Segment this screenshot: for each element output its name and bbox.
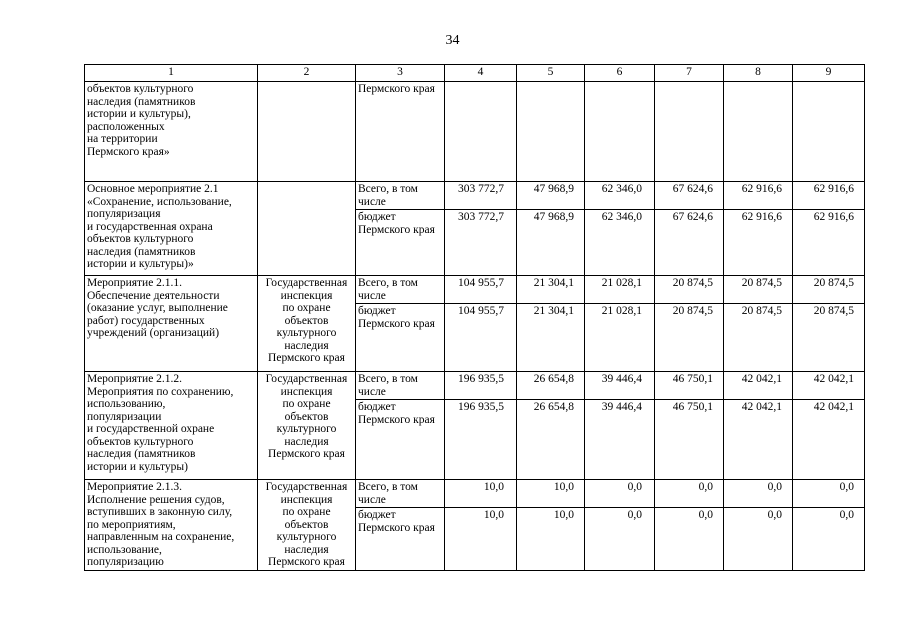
value-cell-col9: 42 042,1	[793, 372, 865, 400]
value-cell-col5: 21 304,1	[517, 304, 585, 372]
value-cell-col5: 21 304,1	[517, 276, 585, 304]
value-cell-col9: 20 874,5	[793, 304, 865, 372]
value-cell-col8: 0,0	[724, 508, 793, 570]
funding-source-cell: бюджет Пермского края	[356, 210, 445, 276]
value-cell-col4: 303 772,7	[445, 182, 517, 210]
value-cell-col5: 47 968,9	[517, 210, 585, 276]
table-row	[85, 480, 865, 508]
funding-source-cell: Всего, в том числе	[356, 480, 445, 508]
value-cell-col8: 42 042,1	[724, 372, 793, 400]
column-header-8: 8	[724, 65, 793, 82]
value-cell-col8: 20 874,5	[724, 276, 793, 304]
value-cell-col5	[517, 82, 585, 182]
activity-name-cell: объектов культурного наследия (памятников истории и культуры), расположенных на территории Пермского края»	[85, 82, 258, 182]
table-row	[85, 82, 865, 182]
value-cell-col4: 10,0	[445, 508, 517, 570]
value-cell-col5: 26 654,8	[517, 372, 585, 400]
value-cell-col4: 104 955,7	[445, 304, 517, 372]
table-row	[85, 182, 865, 210]
funding-source-cell: бюджет Пермского края	[356, 400, 445, 480]
value-cell-col6: 62 346,0	[585, 182, 655, 210]
value-cell-col4: 303 772,7	[445, 210, 517, 276]
value-cell-col6: 21 028,1	[585, 276, 655, 304]
value-cell-col7: 20 874,5	[655, 304, 724, 372]
value-cell-col6: 39 446,4	[585, 400, 655, 480]
value-cell-col4: 10,0	[445, 480, 517, 508]
funding-source-cell: Пермского края	[356, 82, 445, 182]
value-cell-col5: 47 968,9	[517, 182, 585, 210]
table-row	[85, 276, 865, 304]
table-body	[85, 65, 865, 571]
value-cell-col7: 67 624,6	[655, 182, 724, 210]
responsible-cell: Государственная инспекция по охране объектов культурного наследия Пермского края	[258, 480, 356, 571]
value-cell-col7	[655, 82, 724, 182]
column-header-1: 1	[85, 65, 258, 82]
value-cell-col9: 62 916,6	[793, 182, 865, 210]
value-cell-col9: 62 916,6	[793, 210, 865, 276]
value-cell-col9: 20 874,5	[793, 276, 865, 304]
funding-source-cell: бюджет Пермского края	[356, 304, 445, 372]
value-cell-col6: 0,0	[585, 508, 655, 570]
value-cell-col8: 0,0	[724, 480, 793, 508]
value-cell-col4: 104 955,7	[445, 276, 517, 304]
value-cell-col6: 21 028,1	[585, 304, 655, 372]
activity-name-cell: Мероприятие 2.1.2. Мероприятия по сохранению, использованию, популяризации и государственной охране объектов культурного наследия (памятников истории и культуры)	[85, 372, 258, 480]
value-cell-col9: 0,0	[793, 480, 865, 508]
responsible-cell: Государственная инспекция по охране объектов культурного наследия Пермского края	[258, 276, 356, 372]
value-cell-col5: 10,0	[517, 480, 585, 508]
value-cell-col9: 42 042,1	[793, 400, 865, 480]
value-cell-col9: 0,0	[793, 508, 865, 570]
column-header-5: 5	[517, 65, 585, 82]
value-cell-col7: 20 874,5	[655, 276, 724, 304]
value-cell-col4	[445, 82, 517, 182]
value-cell-col8	[724, 82, 793, 182]
value-cell-col7: 46 750,1	[655, 400, 724, 480]
value-cell-col6: 39 446,4	[585, 372, 655, 400]
funding-source-cell: Всего, в том числе	[356, 372, 445, 400]
page-number: 34	[445, 33, 460, 48]
funding-source-cell: Всего, в том числе	[356, 182, 445, 210]
value-cell-col8: 62 916,6	[724, 210, 793, 276]
column-header-2: 2	[258, 65, 356, 82]
funding-source-cell: Всего, в том числе	[356, 276, 445, 304]
column-header-6: 6	[585, 65, 655, 82]
value-cell-col7: 67 624,6	[655, 210, 724, 276]
value-cell-col6	[585, 82, 655, 182]
value-cell-col6: 0,0	[585, 480, 655, 508]
value-cell-col4: 196 935,5	[445, 372, 517, 400]
table-row	[85, 372, 865, 400]
activity-name-cell: Мероприятие 2.1.1. Обеспечение деятельности (оказание услуг, выполнение работ) государственных учреждений (организаций)	[85, 276, 258, 372]
value-cell-col8: 42 042,1	[724, 400, 793, 480]
value-cell-col5: 26 654,8	[517, 400, 585, 480]
responsible-cell: Государственная инспекция по охране объектов культурного наследия Пермского края	[258, 372, 356, 480]
value-cell-col7: 0,0	[655, 480, 724, 508]
column-header-7: 7	[655, 65, 724, 82]
value-cell-col9	[793, 82, 865, 182]
value-cell-col6: 62 346,0	[585, 210, 655, 276]
value-cell-col7: 46 750,1	[655, 372, 724, 400]
column-header-4: 4	[445, 65, 517, 82]
value-cell-col8: 62 916,6	[724, 182, 793, 210]
value-cell-col4: 196 935,5	[445, 400, 517, 480]
header-row	[85, 65, 865, 82]
budget-table	[84, 64, 865, 571]
responsible-cell	[258, 82, 356, 182]
value-cell-col5: 10,0	[517, 508, 585, 570]
column-header-9: 9	[793, 65, 865, 82]
column-header-3: 3	[356, 65, 445, 82]
value-cell-col7: 0,0	[655, 508, 724, 570]
activity-name-cell: Мероприятие 2.1.3. Исполнение решения судов, вступивших в законную силу, по мероприятиям, направленным на сохранение, использование, популяризацию	[85, 480, 258, 571]
responsible-cell	[258, 182, 356, 276]
value-cell-col8: 20 874,5	[724, 304, 793, 372]
funding-source-cell: бюджет Пермского края	[356, 508, 445, 570]
activity-name-cell: Основное мероприятие 2.1 «Сохранение, использование, популяризация и государственная охрана объектов культурного наследия (памятников истории и культуры)»	[85, 182, 258, 276]
